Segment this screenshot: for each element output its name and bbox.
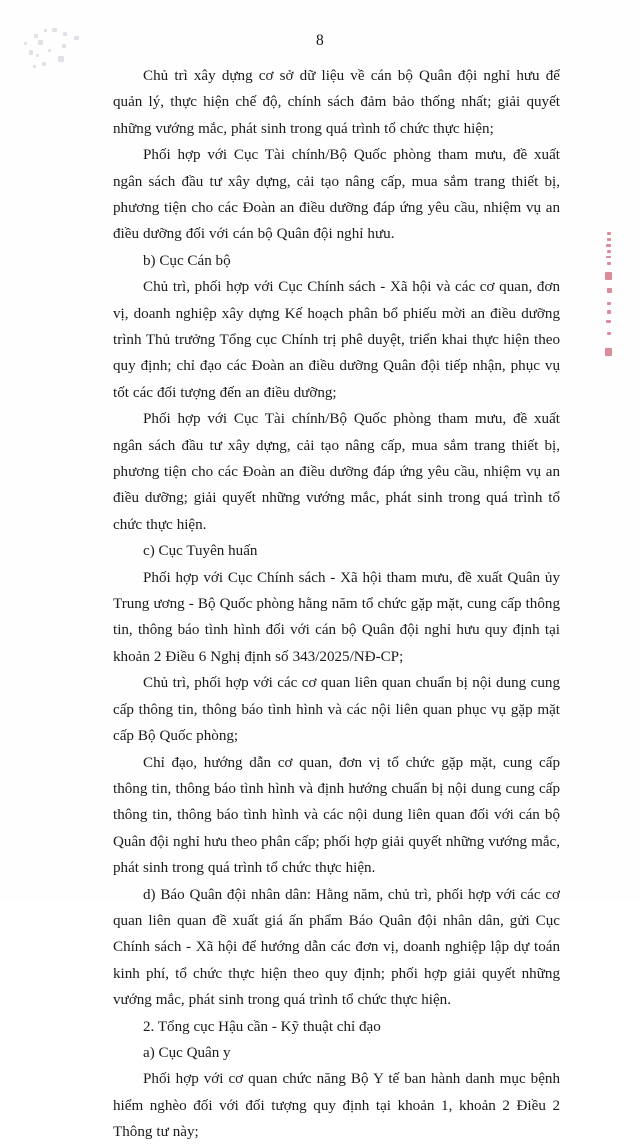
paragraph: Chủ trì, phối hợp với các cơ quan liên quan chuẩn bị nội dung cung cấp thông tin, thông báo tình hình và các nội liên quan phục vụ gặp mặt cấp Bộ Quốc phòng; xyxy=(113,675,560,744)
scan-artifact-red-stamp xyxy=(604,228,618,388)
document-body xyxy=(113,63,560,1146)
paragraph: d) Báo Quân đội nhân dân: Hằng năm, chủ trì, phối hợp với các cơ quan liên quan đề xuất giá ấn phẩm Báo Quân đội nhân dân, gửi Cục Chính sách - Xã hội để hướng dẫn các đơn vị, doanh nghiệp lập dự toán kinh phí, tổ chức thực hiện theo quy định; phối hợp giải quyết những vướng mắc, phát sinh trong quá trình tổ chức thực hiện. xyxy=(113,886,560,1008)
section-heading: b) Cục Cán bộ xyxy=(143,253,231,270)
paragraph: Phối hợp với Cục Chính sách - Xã hội tham mưu, đề xuất Quân ủy Trung ương - Bộ Quốc phòng hằng năm tổ chức gặp mặt, cung cấp thông tin, thông báo tình hình đối với cán bộ Quân đội nghỉ hưu quy định tại khoản 2 Điều 6 Nghị định số 343/2025/NĐ-CP; xyxy=(113,569,560,665)
paragraph: Phối hợp với cơ quan chức năng Bộ Y tế ban hành danh mục bệnh hiểm nghèo đối với đối tượng quy định tại khoản 1, khoản 2 Điều 2 Thông tư này; xyxy=(113,1071,560,1140)
page-number: 8 xyxy=(316,32,324,49)
paragraph: Chỉ đạo, hướng dẫn cơ quan, đơn vị tổ chức gặp mặt, cung cấp thông tin, thông báo tình hình và định hướng chuẩn bị nội dung cung cấp thông tin, thông báo tình hình và các nội dung liên quan đối với cán bộ Quân đội nghỉ hưu theo phân cấp; phối hợp giải quyết những vướng mắc, phát sinh trong quá trình tổ chức thực hiện. xyxy=(113,754,560,876)
paragraph: Phối hợp với Cục Tài chính/Bộ Quốc phòng tham mưu, đề xuất ngân sách đầu tư xây dựng, cải tạo nâng cấp, mua sắm trang thiết bị, phương tiện cho các Đoàn an điều dưỡng đáp ứng yêu cầu, nhiệm vụ an điều dưỡng; giải quyết những vướng mắc, phát sinh trong quá trình tổ chức thực hiện. xyxy=(113,411,560,533)
paragraph: Chủ trì, phối hợp với Cục Chính sách - Xã hội và các cơ quan, đơn vị, doanh nghiệp xây dựng Kế hoạch phân bổ phiếu mời an điều dưỡng trình Thủ trưởng Tổng cục Chính trị phê duyệt, triển khai thực hiện theo quy định; chỉ đạo các Đoàn an điều dưỡng Quân đội tiếp nhận, phục vụ tốt các đối tượng đến an điều dưỡng; xyxy=(113,279,560,401)
section-heading: c) Cục Tuyên huấn xyxy=(143,543,258,560)
section-heading: 2. Tổng cục Hậu cần - Kỹ thuật chỉ đạo xyxy=(143,1018,381,1035)
paragraph: Phối hợp với Cục Tài chính/Bộ Quốc phòng tham mưu, đề xuất ngân sách đầu tư xây dựng, cải tạo nâng cấp, mua sắm trang thiết bị, phương tiện cho các Đoàn an điều dưỡng đáp ứng yêu cầu, nhiệm vụ an điều dưỡng đối với cán bộ Quân đội nghỉ hưu. xyxy=(113,147,560,243)
paragraph: Chủ trì xây dựng cơ sở dữ liệu về cán bộ Quân đội nghỉ hưu để quản lý, thực hiện chế độ, chính sách đảm bảo thống nhất; giải quyết những vướng mắc, phát sinh trong quá trình tổ chức thực hiện; xyxy=(113,68,560,137)
section-heading: a) Cục Quân y xyxy=(143,1044,231,1061)
